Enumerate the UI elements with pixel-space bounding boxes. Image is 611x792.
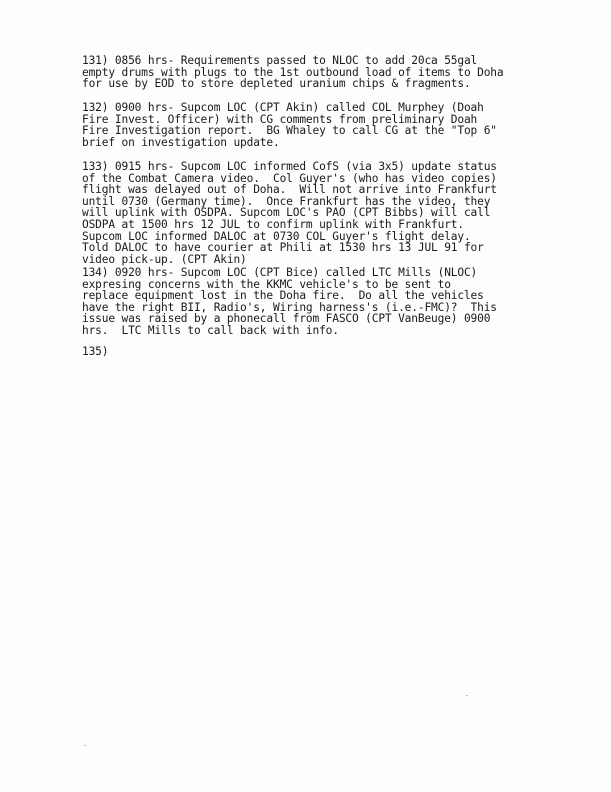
entry-line: will uplink with OSDPA. Supcom LOC's PAO (CPT Bibbs) will call [82, 206, 491, 220]
entry-line: have the right BII, Radio's, Wiring harness's (i.e.-FMC)? This [82, 300, 497, 314]
entry-line: expresing concerns with the KKMC vehicle's to be sent to [82, 277, 451, 291]
scan-speck [466, 695, 468, 696]
entry-line: Told DALOC to have courier at Phili at 1530 hrs 13 JUL 91 for [82, 241, 484, 255]
entry-line: replace equipment lost in the Doha fire. Do all the vehicles [82, 289, 484, 303]
log-entry-134 [82, 267, 602, 337]
entry-line: of the Combat Camera video. Col Guyer's (who has video copies) [82, 171, 497, 185]
log-entry-132 [82, 102, 602, 148]
entry-line: 131) 0856 hrs- Requirements passed to NLOC to add 20ca 55gal [82, 54, 478, 67]
entry-line: until 0730 (Germany time). Once Frankfurt has the video, they [82, 194, 491, 208]
scan-speck [84, 745, 86, 746]
entry-line: OSDPA at 1500 hrs 12 JUL to confirm uplink with Frankfurt. [82, 217, 464, 231]
log-entry-133 [82, 161, 602, 265]
entry-line: flight was delayed out of Doha. Will not arrive into Frankfurt [82, 183, 497, 197]
log-entry-131 [82, 55, 602, 90]
entry-line: 135) [82, 345, 109, 358]
entry-line: Supcom LOC informed DALOC at 0730 COL Guyer's flight delay. [82, 229, 471, 243]
entry-line: empty drums with plugs to the 1st outbound load of items to Doha [82, 65, 504, 79]
entry-line: Fire Invest. Officer) with CG comments from preliminary Doah [82, 112, 478, 126]
entry-line: video pick-up. (CPT Akin) [82, 252, 247, 266]
entry-line: 133) 0915 hrs- Supcom LOC informed CofS (via 3x5) update status [82, 160, 497, 173]
entry-line: 134) 0920 hrs- Supcom LOC (CPT Bice) called LTC Mills (NLOC) [82, 266, 478, 279]
entry-line: Fire Investigation report. BG Whaley to call CG at the "Top 6" [82, 124, 497, 138]
entry-line: hrs. LTC Mills to call back with info. [82, 323, 339, 337]
entry-line: brief on investigation update. [82, 135, 280, 149]
entry-line: 132) 0900 hrs- Supcom LOC (CPT Akin) called COL Murphey (Doah [82, 101, 484, 114]
log-entry-135 [82, 346, 602, 358]
entry-line: for use by EOD to store depleted uranium chips & fragments. [82, 77, 471, 91]
entry-line: issue was raised by a phonecall from FASCO (CPT VanBeuge) 0900 [82, 312, 491, 326]
